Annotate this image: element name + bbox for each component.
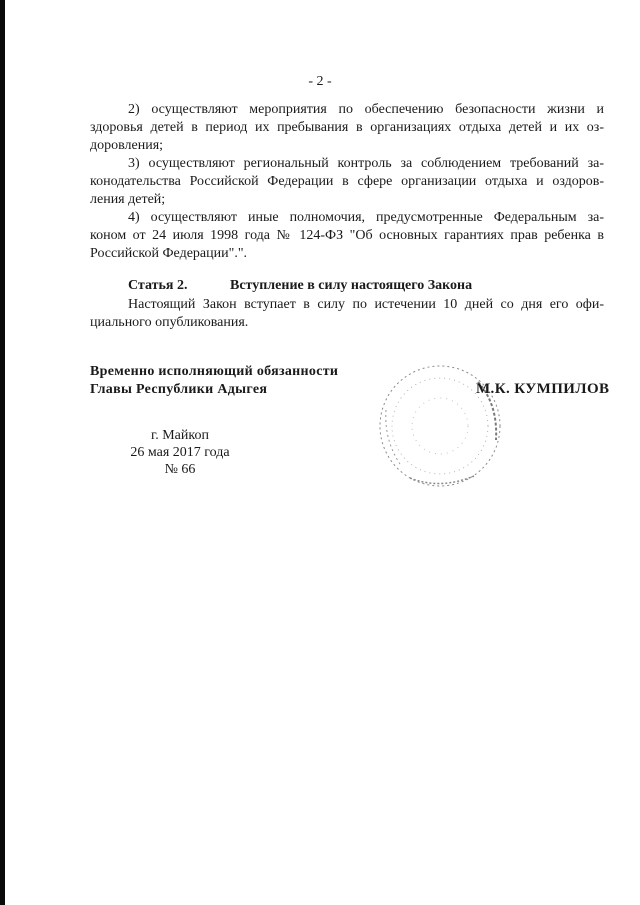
signer-position-line: Временно исполняющий обязанности [90, 364, 339, 379]
text-line [90, 209, 604, 227]
place-date-block [130, 427, 230, 478]
text-line: доровления; [90, 138, 164, 153]
list-item [90, 101, 604, 155]
place-city: г. Майкоп [151, 428, 209, 443]
text-line-content: 4) осуществляют иные полномочия, предусмотренные Федеральным за- [128, 210, 604, 225]
text-line: циального опубликования. [90, 315, 249, 330]
document-number: № 66 [164, 462, 196, 477]
text-line: здоровья детей в период их пребывания в организациях отдыха детей и их оз- [90, 120, 604, 135]
text-line: ления детей; [90, 192, 166, 207]
article-number: Статья 2. [128, 278, 188, 293]
text-line: Российской Федерации".". [90, 246, 248, 261]
list-item [90, 209, 604, 263]
text-line-content: Настоящий Закон вступает в силу по истечении 10 дней со дня его офи- [128, 297, 604, 312]
list-item [90, 155, 604, 209]
text-line [90, 296, 604, 314]
text-line: коном от 24 июля 1998 года № 124-ФЗ "Об основных гарантиях прав ребенка в [90, 228, 604, 243]
document-date: 26 мая 2017 года [130, 445, 230, 460]
text-line-content: 2) осуществляют мероприятия по обеспечению безопасности жизни и [128, 102, 604, 117]
text-line: конодательства Российской Федерации в сфере организации отдыха и оздоров- [90, 174, 604, 189]
signer-name: М.К. КУМПИЛОВ [476, 381, 610, 397]
article-text [90, 296, 604, 332]
text-line [90, 155, 604, 173]
official-seal-stamp [370, 360, 510, 490]
article-heading [128, 278, 472, 294]
article-title: Вступление в силу настоящего Закона [230, 278, 473, 293]
text-line-content: 3) осуществляют региональный контроль за соблюдением требований за- [128, 156, 604, 171]
signer-position [90, 363, 338, 399]
text-line [90, 101, 604, 119]
signer-position-line: Главы Республики Адыгея [90, 382, 268, 397]
page-number: - 2 - [308, 74, 332, 89]
scan-left-edge [0, 0, 5, 905]
